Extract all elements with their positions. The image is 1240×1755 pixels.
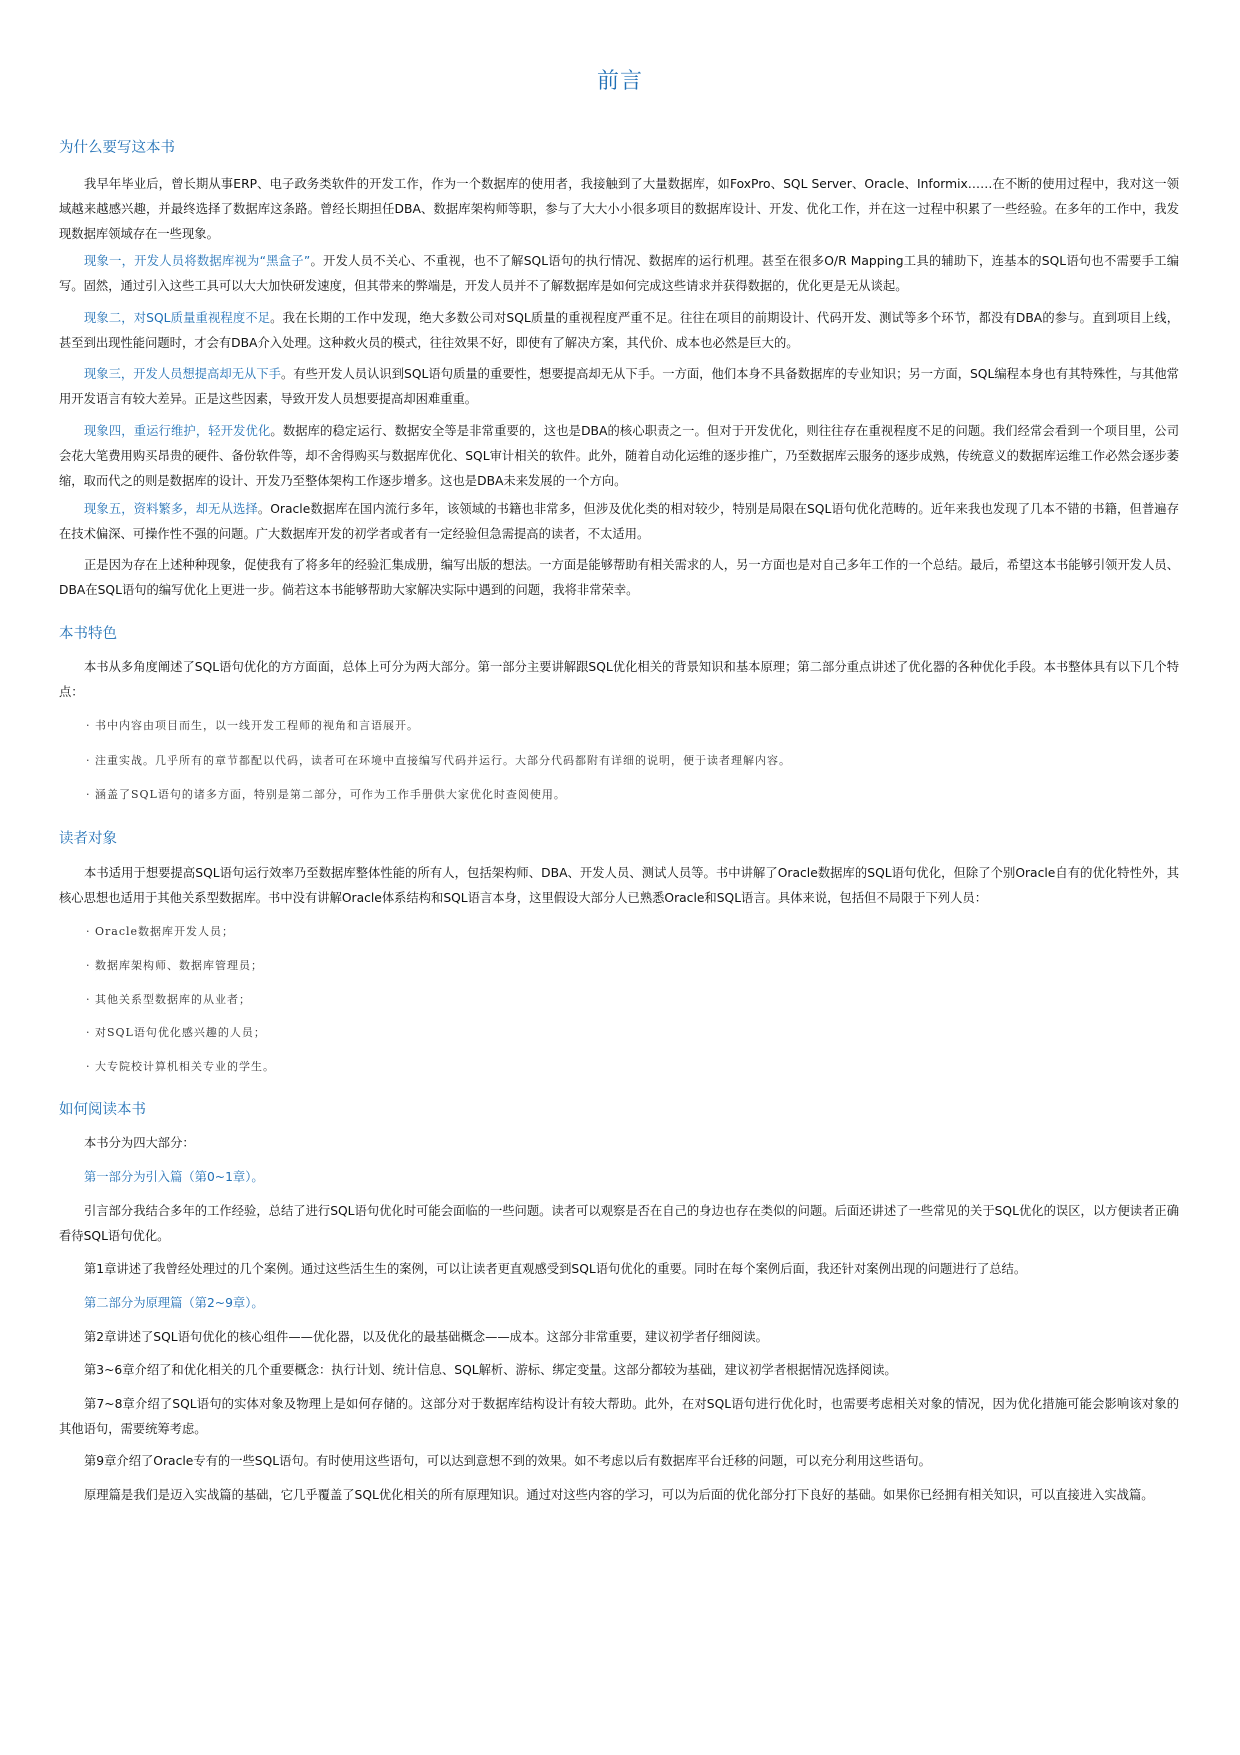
paragraph-body: 。开发人员不关心、不重视，也不了解SQL语句的执行情况、数据库的运行机理。甚至在很多O/R Mapping工具的辅助下，连基本的SQL语句也不需要手工编写。固然，通过引入这些工具可以大大加快研发速度，但其带来的弊端是，开发人员并不了解数据库是如何完成这些请求并获得数据的，优化更是无从谈起。 [59,254,1179,293]
paragraph: 第7~8章介绍了SQL语句的实体对象及物理上是如何存储的。这部分对于数据库结构设计有较大帮助。此外，在对SQL语句进行优化时，也需要考虑相关对象的情况，因为优化措施可能会影响该对象的其他语句，需要统筹考虑。 [59,1397,1179,1436]
paragraph-lead: 现象一，开发人员将数据库视为“黑盒子” [84,254,311,268]
bullet-item: · 书中内容由项目而生，以一线开发工程师的视角和言语展开。 [86,719,419,732]
paragraph-lead: 现象二，对SQL质量重视程度不足 [84,311,271,325]
bullet-item: · 其他关系型数据库的从业者； [86,993,251,1006]
paragraph-body: 。Oracle数据库在国内流行多年，该领域的书籍也非常多，但涉及优化类的相对较少，特别是局限在SQL语句优化范畴的。近年来我也发现了几本不错的书籍，但普遍存在技术偏深、可操作性不强的问题。广大数据库开发的初学者或者有一定经验但急需提高的读者，不太适用。 [59,502,1179,541]
heading-features: 本书特色 [59,626,117,642]
paragraph: 第1章讲述了我曾经处理过的几个案例。通过这些活生生的案例，可以让读者更直观感受到SQL语句优化的重要。同时在每个案例后面，我还针对案例出现的问题进行了总结。 [84,1262,1027,1276]
paragraph: 我早年毕业后，曾长期从事ERP、电子政务类软件的开发工作，作为一个数据库的使用者，我接触到了大量数据库，如FoxPro、SQL Server、Oracle、Informix……在不断的使用过程中，我对这一领域越来越感兴趣，并最终选择了数据库这条路。曾经长期担任DBA、数据库架构师等职，参与了大大小小很多项目的数据库设计、开发、优化工作，并在这一过程中积累了一些经验。在多年的工作中，我发现数据库领域存在一些现象。 [59,177,1179,241]
bullet-item: · 大专院校计算机相关专业的学生。 [86,1060,275,1073]
paragraph-lead: 现象五，资料繁多，却无从选择 [84,502,258,516]
paragraph [59,419,1179,494]
heading-howto: 如何阅读本书 [59,1102,146,1118]
part-heading: 第一部分为引入篇（第0~1章）。 [84,1170,264,1184]
paragraph: 原理篇是我们是迈入实战篇的基础，它几乎覆盖了SQL优化相关的所有原理知识。通过对这些内容的学习，可以为后面的优化部分打下良好的基础。如果你已经拥有相关知识，可以直接进入实战篇。 [84,1488,1154,1502]
paragraph-lead: 现象三，开发人员想提高却无从下手 [84,367,281,381]
paragraph: 本书适用于想要提高SQL语句运行效率乃至数据库整体性能的所有人，包括架构师、DBA、开发人员、测试人员等。书中讲解了Oracle数据库的SQL语句优化，但除了个别Oracle自有的优化特性外，其核心思想也适用于其他关系型数据库。书中没有讲解Oracle体系结构和SQL语言本身，这里假设大部分人已熟悉Oracle和SQL语言。具体来说，包括但不局限于下列人员： [59,866,1179,905]
paragraph-body: 。有些开发人员认识到SQL语句质量的重要性，想要提高却无从下手。一方面，他们本身不具备数据库的专业知识；另一方面，SQL编程本身也有其特殊性，与其他常用开发语言有较大差异。正是这些因素，导致开发人员想要提高却困难重重。 [59,367,1179,406]
heading-why: 为什么要写这本书 [59,140,175,156]
page-title: 前言 [596,69,643,94]
heading-readers: 读者对象 [59,831,117,847]
paragraph-lead: 现象四，重运行维护，轻开发优化 [84,424,271,438]
paragraph-body: 。数据库的稳定运行、数据安全等是非常重要的，这也是DBA的核心职责之一。但对于开发优化，则往往存在重视程度不足的问题。我们经常会看到一个项目里，公司会花大笔费用购买昂贵的硬件、备份软件等，却不舍得购买与数据库优化、SQL审计相关的软件。此外，随着自动化运维的逐步推广，乃至数据库云服务的逐步成熟，传统意义的数据库运维工作必然会逐步萎缩，取而代之的则是数据库的设计、开发乃至整体架构工作逐步增多。这也是DBA未来发展的一个方向。 [59,424,1179,488]
paragraph: 第2章讲述了SQL语句优化的核心组件——优化器，以及优化的最基础概念——成本。这部分非常重要，建议初学者仔细阅读。 [84,1330,768,1344]
paragraph: 本书分为四大部分： [84,1136,195,1150]
paragraph [59,362,1179,412]
paragraph [59,249,1179,299]
paragraph [59,497,1179,547]
bullet-item: · 对SQL语句优化感兴趣的人员； [86,1026,266,1039]
bullet-item: · 涵盖了SQL语句的诸多方面，特别是第二部分，可作为工作手册供大家优化时查阅使用。 [86,788,566,801]
part-heading: 第二部分为原理篇（第2~9章）。 [84,1296,264,1310]
paragraph: 本书从多角度阐述了SQL语句优化的方方面面，总体上可分为两大部分。第一部分主要讲解跟SQL优化相关的背景知识和基本原理；第二部分重点讲述了优化器的各种优化手段。本书整体具有以下几个特点： [59,660,1179,699]
paragraph [59,306,1179,356]
paragraph: 第3~6章介绍了和优化相关的几个重要概念：执行计划、统计信息、SQL解析、游标、绑定变量。这部分都较为基础，建议初学者根据情况选择阅读。 [84,1363,897,1377]
paragraph-body: 。我在长期的工作中发现，绝大多数公司对SQL质量的重视程度严重不足。往往在项目的前期设计、代码开发、测试等多个环节，都没有DBA的参与。直到项目上线，甚至到出现性能问题时，才会有DBA介入处理。这种救火员的模式，往往效果不好，即使有了解决方案，其代价、成本也必然是巨大的。 [59,311,1179,350]
paragraph: 正是因为存在上述种种现象，促使我有了将多年的经验汇集成册，编写出版的想法。一方面是能够帮助有相关需求的人，另一方面也是对自己多年工作的一个总结。最后，希望这本书能够引领开发人员、DBA在SQL语句的编写优化上更进一步。倘若这本书能够帮助大家解决实际中遇到的问题，我将非常荣幸。 [59,558,1179,597]
paragraph: 引言部分我结合多年的工作经验，总结了进行SQL语句优化时可能会面临的一些问题。读者可以观察是否在自己的身边也存在类似的问题。后面还讲述了一些常见的关于SQL优化的误区，以方便读者正确看待SQL语句优化。 [59,1204,1179,1243]
bullet-item: · 数据库架构师、数据库管理员； [86,959,263,972]
bullet-item: · 注重实战。几乎所有的章节都配以代码，读者可在环境中直接编写代码并运行。大部分代码都附有详细的说明，便于读者理解内容。 [86,754,791,767]
paragraph: 第9章介绍了Oracle专有的一些SQL语句。有时使用这些语句，可以达到意想不到的效果。如不考虑以后有数据库平台迁移的问题，可以充分利用这些语句。 [84,1454,931,1468]
bullet-item: · Oracle数据库开发人员； [86,925,235,938]
